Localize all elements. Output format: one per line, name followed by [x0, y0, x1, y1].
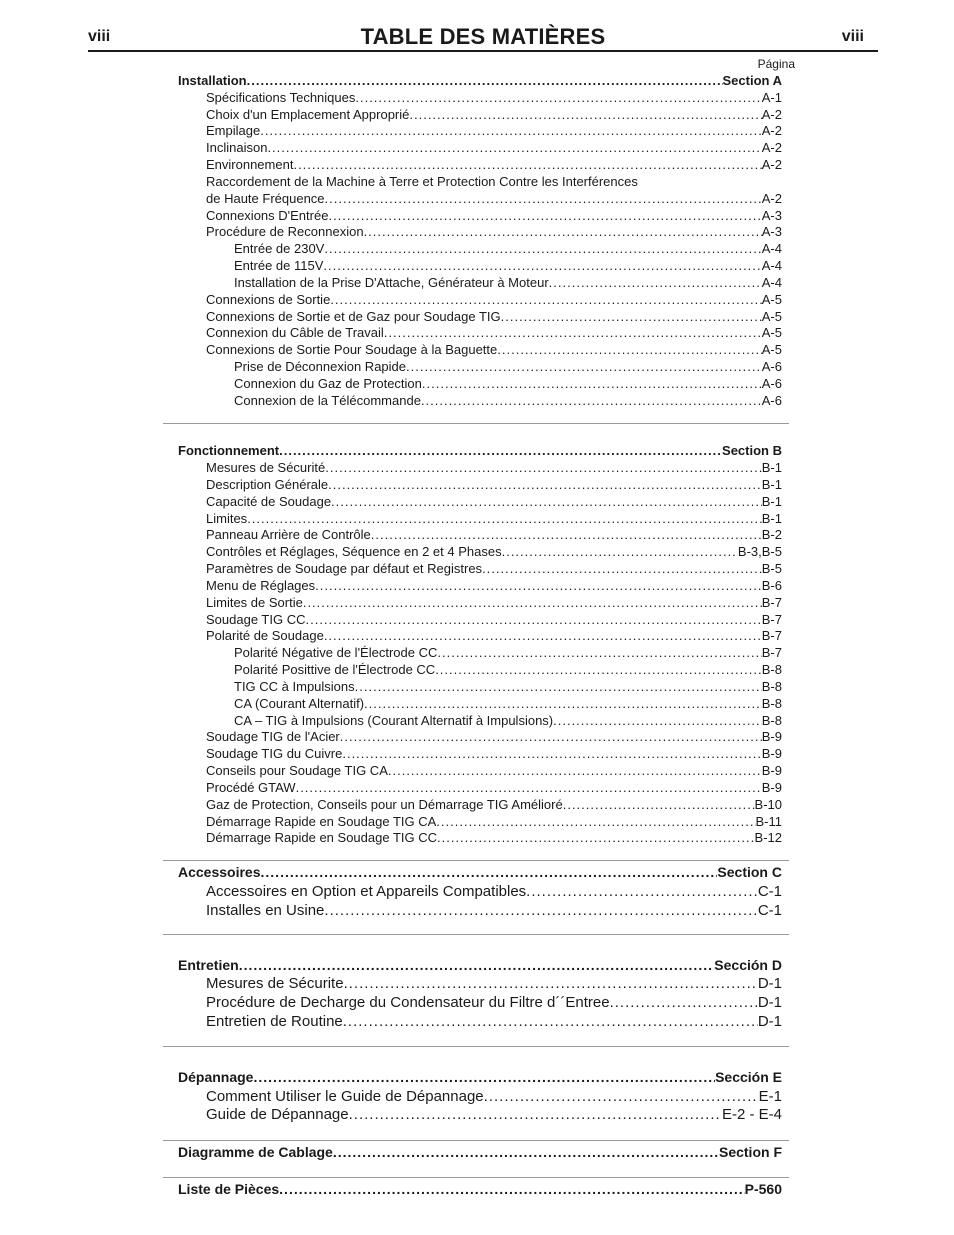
section-heading-depannage[interactable]	[178, 1069, 782, 1085]
page-header	[88, 24, 878, 52]
section-title: Installation	[178, 73, 247, 88]
toc-entry[interactable]: Limites de Sortie ..... B-7	[206, 595, 782, 610]
section-heading-installation[interactable]	[178, 73, 782, 88]
toc-entry[interactable]: Procédé GTAW ..... B-9	[206, 780, 782, 795]
toc-entry[interactable]: Connexions D'Entrée ..... A-3	[206, 208, 782, 223]
toc-entry[interactable]: Capacité de Soudage ..... B-1	[206, 494, 782, 509]
section-heading-liste-pieces[interactable]	[178, 1181, 782, 1197]
section-heading-diagramme[interactable]	[178, 1144, 782, 1160]
toc-subentry[interactable]: Connexion de la Télécommande ..... A-6	[234, 393, 782, 408]
page-number-right: viii	[841, 28, 864, 45]
header-rule	[88, 50, 878, 52]
section-divider	[163, 934, 789, 935]
toc-entry[interactable]: Démarrage Rapide en Soudage TIG CA ..... B-11	[206, 814, 782, 829]
section-title: Liste de Pièces	[178, 1181, 280, 1197]
toc-entry[interactable]: Connexion du Câble de Travail ..... A-5	[206, 325, 782, 340]
toc-entry[interactable]: Limites ..... B-1	[206, 511, 782, 526]
toc-entry[interactable]: Accessoires en Option et Appareils Compatibles ..... C-1	[206, 883, 782, 900]
toc-subentry[interactable]: Connexion du Gaz de Protection ..... A-6	[234, 376, 782, 391]
section-ref: Section B	[722, 443, 782, 458]
page-number-left: viii	[88, 28, 111, 45]
section-ref: Sección E	[715, 1069, 782, 1085]
section-ref: Section A	[722, 73, 782, 88]
toc-entry[interactable]: Contrôles et Réglages, Séquence en 2 et 4 Phases ..... B-3,B-5	[206, 544, 782, 559]
section-ref: Section C	[717, 864, 782, 880]
toc-entry[interactable]: Procédure de Reconnexion ..... A-3	[206, 224, 782, 239]
toc-entry[interactable]: Mesures de Sécurite ..... D-1	[206, 975, 782, 992]
toc-entry[interactable]: Environnement ..... A-2	[206, 157, 782, 172]
toc-entry[interactable]: Soudage TIG du Cuivre ..... B-9	[206, 746, 782, 761]
section-title: Diagramme de Cablage	[178, 1144, 333, 1160]
toc-entry[interactable]: Paramètres de Soudage par défaut et Registres ..... B-5	[206, 561, 782, 576]
toc-entry[interactable]: Polarité de Soudage ..... B-7	[206, 628, 782, 643]
toc-entry[interactable]: Conseils pour Soudage TIG CA ..... B-9	[206, 763, 782, 778]
section-heading-accessoires[interactable]	[178, 864, 782, 880]
toc-entry[interactable]: Entretien de Routine ..... D-1	[206, 1013, 782, 1030]
toc-entry[interactable]: Comment Utiliser le Guide de Dépannage ..... E-1	[206, 1088, 782, 1105]
toc-entry[interactable]: de Haute Fréquence ..... A-2	[206, 191, 782, 206]
toc-entry[interactable]: Panneau Arrière de Contrôle ..... B-2	[206, 527, 782, 542]
toc-entry-line[interactable]: Raccordement de la Machine à Terre et Protection Contre les Interférences	[206, 174, 638, 189]
toc-entry[interactable]: Connexions de Sortie et de Gaz pour Soudage TIG ..... A-5	[206, 309, 782, 324]
toc-entry[interactable]: Gaz de Protection, Conseils pour un Démarrage TIG Amélioré ..... B-10	[206, 797, 782, 812]
toc-subentry[interactable]: CA (Courant Alternatif) ..... B-8	[234, 696, 782, 711]
toc-entry[interactable]: Connexions de Sortie ..... A-5	[206, 292, 782, 307]
section-heading-entretien[interactable]	[178, 957, 782, 973]
toc-entry[interactable]: Soudage TIG de l'Acier ..... B-9	[206, 729, 782, 744]
section-title: Accessoires	[178, 864, 261, 880]
section-title: Dépannage	[178, 1069, 254, 1085]
toc-subentry[interactable]: TIG CC à Impulsions ..... B-8	[234, 679, 782, 694]
section-ref: Section F	[718, 1144, 782, 1160]
section-title: Entretien	[178, 957, 239, 973]
toc-entry[interactable]: Guide de Dépannage ..... E-2 - E-4	[206, 1106, 782, 1123]
toc-subentry[interactable]: Prise de Déconnexion Rapide ..... A-6	[234, 359, 782, 374]
section-divider	[163, 1046, 789, 1047]
toc-entry[interactable]: Mesures de Sécurité ..... B-1	[206, 460, 782, 475]
toc-entry[interactable]: Installes en Usine ..... C-1	[206, 902, 782, 919]
toc-entry[interactable]: Choix d'un Emplacement Approprié ..... A-2	[206, 107, 782, 122]
section-heading-fonctionnement[interactable]	[178, 443, 782, 458]
toc-subentry[interactable]: CA – TIG à Impulsions (Courant Alternatif à Impulsions) ..... B-8	[234, 713, 782, 728]
section-ref: Sección D	[714, 957, 782, 973]
toc-entry[interactable]: Démarrage Rapide en Soudage TIG CC ..... B-12	[206, 830, 782, 845]
section-divider	[163, 1177, 789, 1178]
pagina-label: Página	[757, 57, 795, 71]
toc-subentry[interactable]: Polarité Posittive de l'Électrode CC ..... B-8	[234, 662, 782, 677]
section-divider	[163, 423, 789, 424]
toc-subentry[interactable]: Installation de la Prise D'Attache, Générateur à Moteur ..... A-4	[234, 275, 782, 290]
toc-subentry[interactable]: Entrée de 115V ..... A-4	[234, 258, 782, 273]
toc-entry[interactable]: Procédure de Decharge du Condensateur du Filtre d´´Entree ..... D-1	[206, 994, 782, 1011]
toc-entry[interactable]: Spécifications Techniques ..... A-1	[206, 90, 782, 105]
toc-entry[interactable]: Empilage ..... A-2	[206, 123, 782, 138]
section-divider	[163, 860, 789, 861]
toc-entry[interactable]: Soudage TIG CC ..... B-7	[206, 612, 782, 627]
section-title: Fonctionnement	[178, 443, 280, 458]
section-divider	[163, 1140, 789, 1141]
toc-entry[interactable]: Inclinaison ..... A-2	[206, 140, 782, 155]
toc-entry[interactable]: Menu de Réglages ..... B-6	[206, 578, 782, 593]
page-title: TABLE DES MATIÈRES	[360, 24, 606, 49]
toc-subentry[interactable]: Entrée de 230V ..... A-4	[234, 241, 782, 256]
toc-subentry[interactable]: Polarité Négative de l'Électrode CC ..... B-7	[234, 645, 782, 660]
section-ref: P-560	[744, 1181, 782, 1197]
toc-entry[interactable]: Description Générale ..... B-1	[206, 477, 782, 492]
toc-entry[interactable]: Connexions de Sortie Pour Soudage à la Baguette ..... A-5	[206, 342, 782, 357]
